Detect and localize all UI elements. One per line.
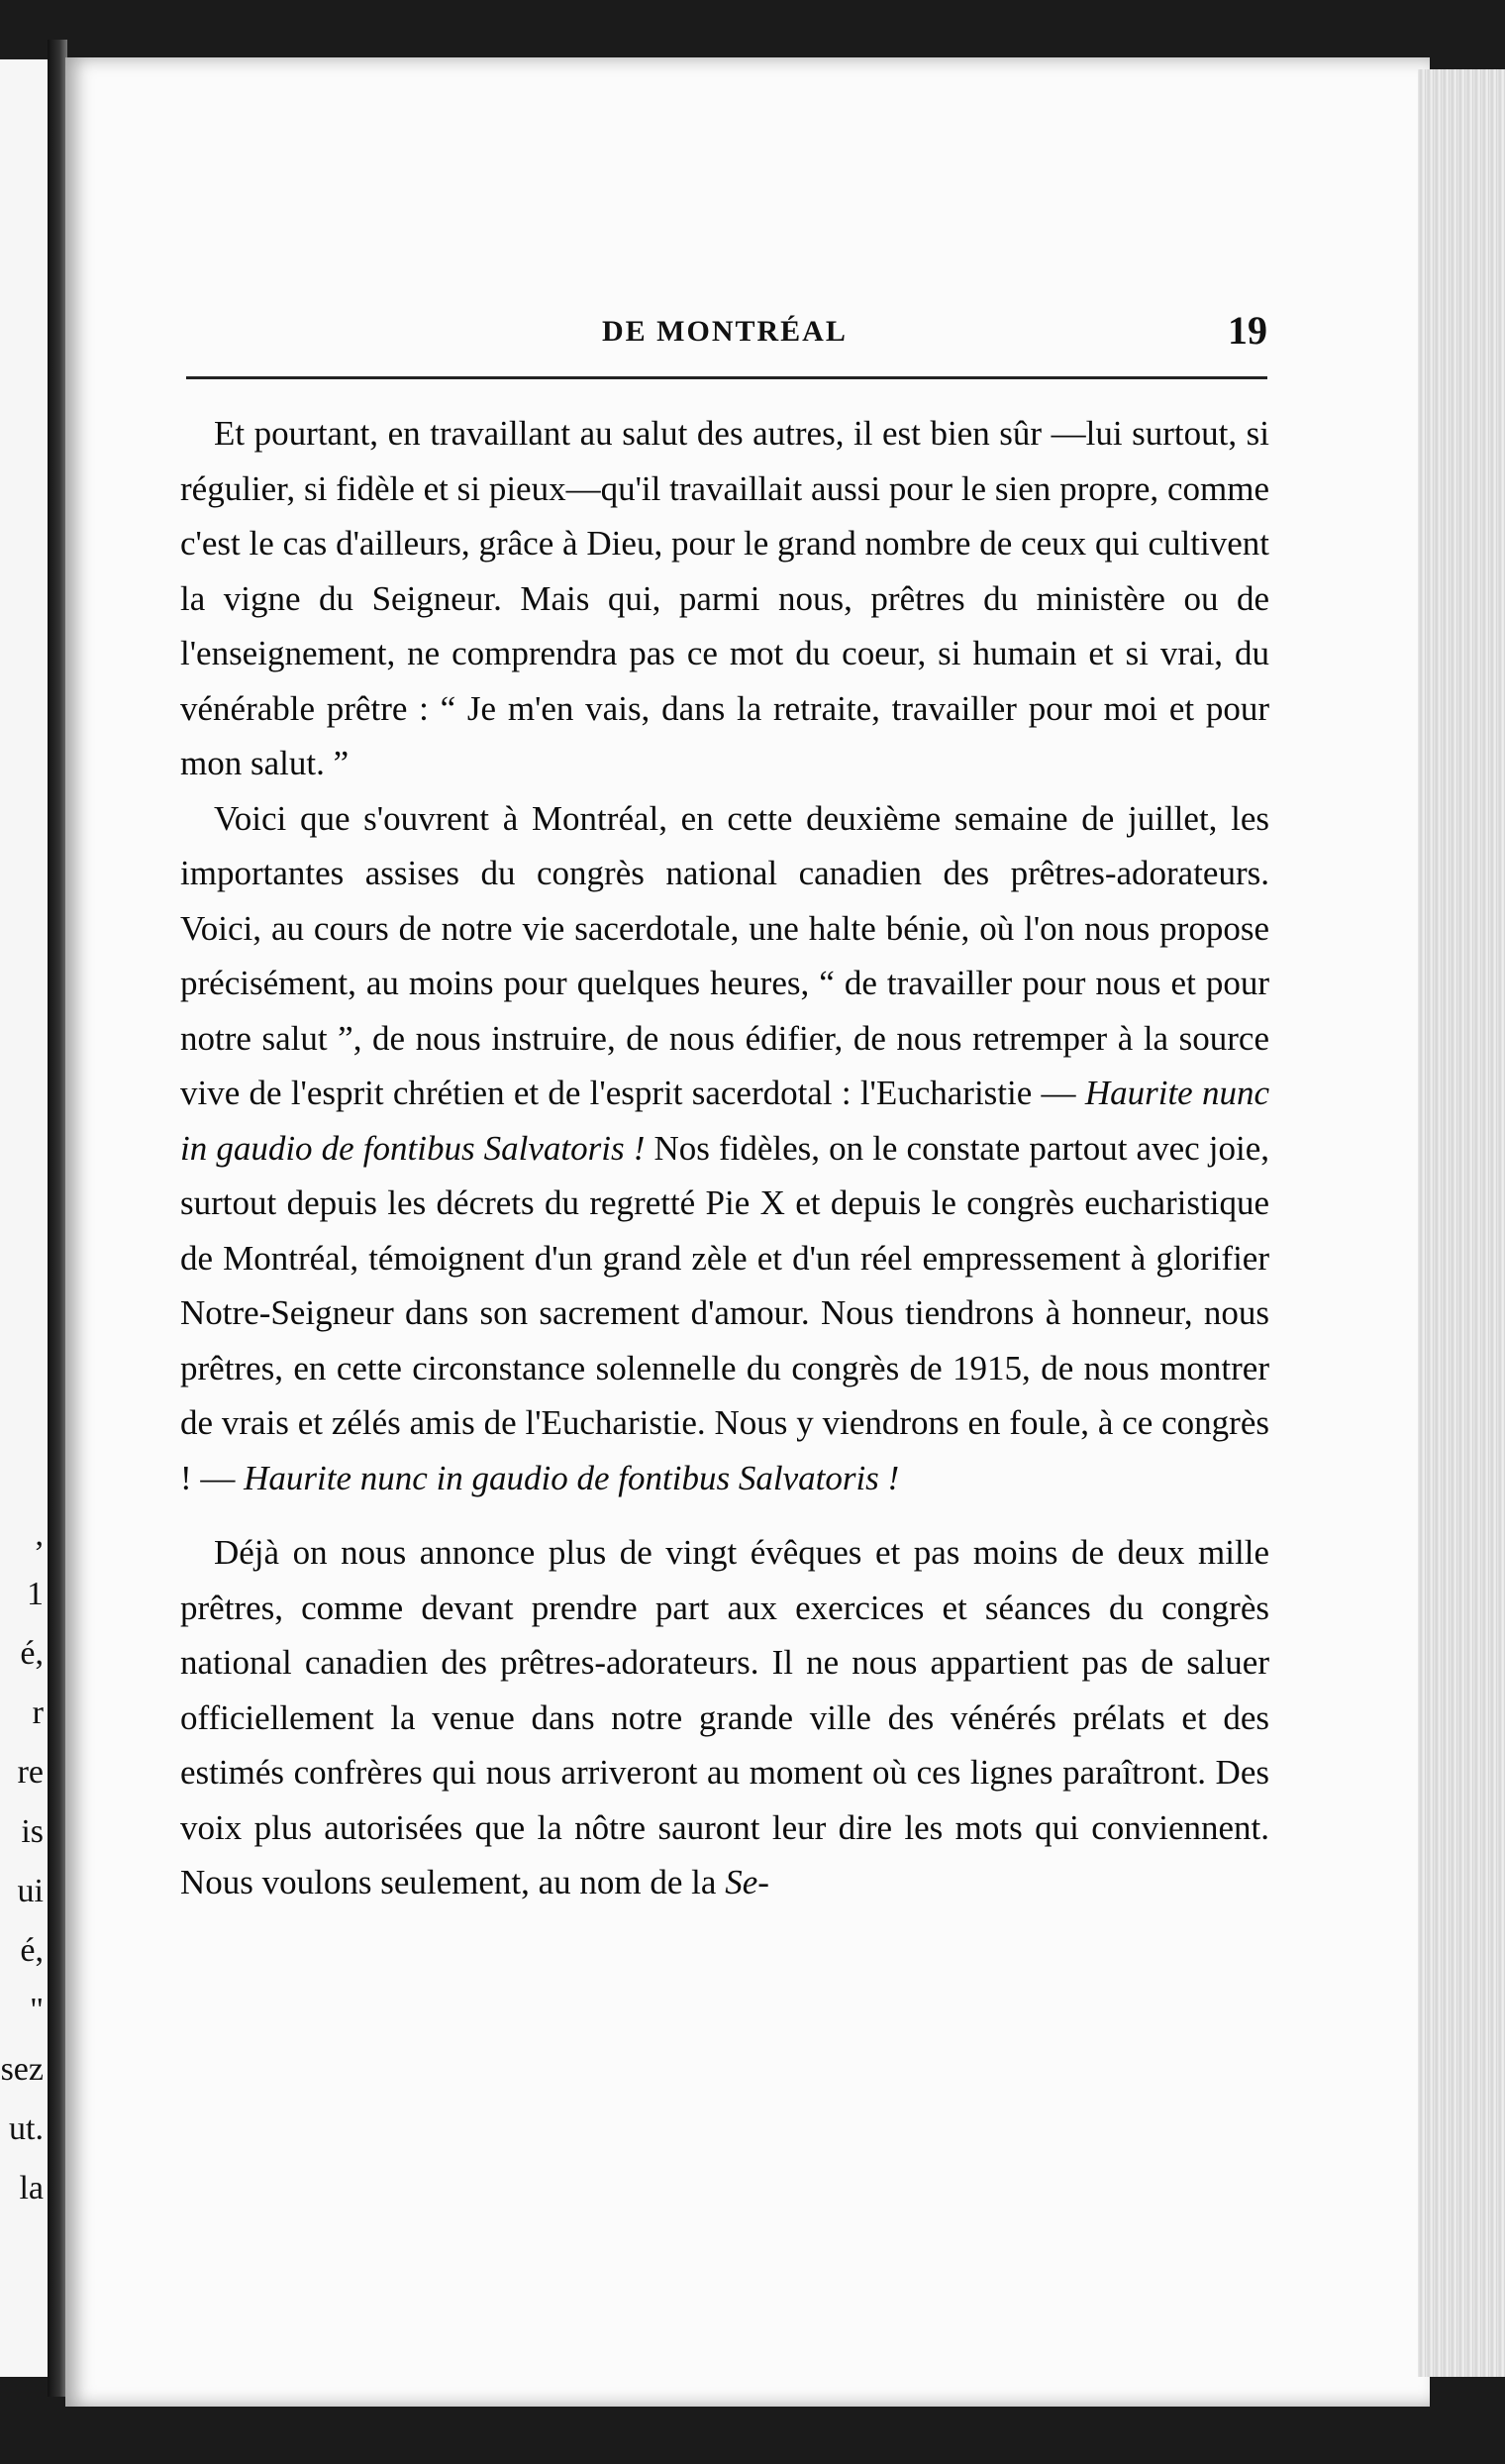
paragraph xyxy=(180,406,1269,791)
text-segment: Nos fidèles, on le constate partout avec joie, surtout depuis les décrets du regretté Pie X et depuis le congrès eucharistique de Montréal, témoignent d'un grand zèle et d'un réel empressement à glorifier Notre-Seigneur dans son sacrement d'amour. Nous tiendrons à honneur, nous prêtres, en cette circonstance solennelle du congrès de 1915, de nous montrer de vrais et zélés amis de l'Eucharistie. Nous y viendrons en foule, à ce congrès ! — xyxy=(180,1128,1269,1497)
margin-fragment: 1 xyxy=(27,1576,44,1612)
text-segment: Et pourtant, en travaillant au salut des autres, il est bien sûr —lui surtout, si régulier, si fidèle et si pieux—qu'il travaillait aussi pour le sien propre, comme c'est le cas d'ailleurs, grâce à Dieu, pour le grand nombre de ceux qui cultivent la vigne du Seigneur. Mais qui, parmi nous, prêtres du ministère ou de l'enseignement, ne comprendra pas ce mot du coeur, si humain et si vrai, du vénérable prêtre : “ Je m'en vais, dans la retraite, travailler pour moi et pour mon salut. ” xyxy=(180,414,1269,782)
header-rule xyxy=(186,376,1267,379)
margin-fragment: is xyxy=(21,1813,44,1850)
page-header xyxy=(180,305,1269,364)
body-text xyxy=(180,406,1269,1910)
running-head: DE MONTRÉAL xyxy=(602,315,848,348)
page-stack-edges xyxy=(1418,69,1505,2377)
latin-quote: Haurite nunc in gaudio de fontibus Salvatoris ! xyxy=(180,1074,1270,1168)
page-number: 19 xyxy=(1228,308,1267,353)
margin-fragment: é, xyxy=(20,1932,44,1969)
margin-fragment: r xyxy=(32,1694,44,1731)
margin-fragment: la xyxy=(19,2170,44,2207)
left-page-margin-text xyxy=(0,1505,48,2218)
margin-fragment: ut. xyxy=(9,2110,44,2147)
margin-fragment: sez xyxy=(0,2051,44,2088)
book-page xyxy=(65,57,1430,2407)
book-gutter xyxy=(48,40,67,2397)
text-segment: Déjà on nous annonce plus de vingt évêques et pas moins de deux mille prêtres, comme devant prendre part aux exercices et séances du congrès national canadien des prêtres-adorateurs. Il ne nous appartient pas de saluer officiellement la venue dans notre grande ville des vénérés prélats et des estimés confrères qui nous arriveront au moment où ces lignes paraîtront. Des voix plus autorisées que la nôtre sauront leur dire les mots qui conviennent. Nous voulons seulement, au nom de la xyxy=(180,1533,1269,1901)
text-segment: Voici que s'ouvrent à Montréal, en cette deuxième semaine de juillet, les importantes assises du congrès national canadien des prêtres-adorateurs. Voici, au cours de notre vie sacerdotale, une halte bénie, où l'on nous propose précisément, au moins pour quelques heures, “ de travailler pour nous et pour notre salut ”, de nous instruire, de nous édifier, de nous retremper à la source vive de l'esprit chrétien et de l'esprit sacerdotal : l'Eucharistie — xyxy=(180,798,1269,1112)
margin-fragment: re xyxy=(17,1754,44,1791)
text-segment-italic: Se- xyxy=(725,1863,769,1901)
margin-fragment: " xyxy=(30,1992,44,2028)
paragraph xyxy=(180,791,1269,1506)
margin-fragment: ui xyxy=(17,1873,44,1909)
margin-fragment: é, xyxy=(20,1635,44,1672)
latin-quote: Haurite nunc in gaudio de fontibus Salvatoris ! xyxy=(244,1458,900,1497)
margin-fragment: , xyxy=(35,1516,44,1553)
paragraph xyxy=(180,1525,1269,1910)
